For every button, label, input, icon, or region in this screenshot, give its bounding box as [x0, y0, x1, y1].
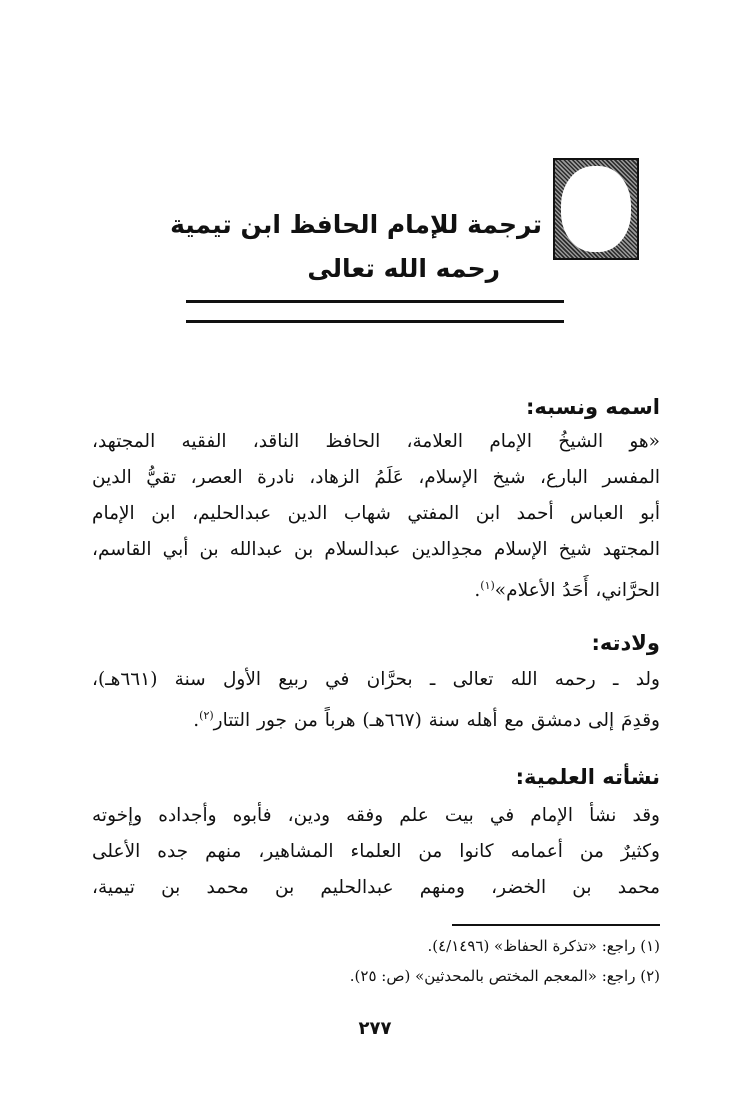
section-body-upbringing	[92, 798, 660, 906]
title-divider-top	[186, 300, 564, 303]
footnote-1: (١) راجع: «تذكرة الحفاظ» (٤/١٤٩٦).	[427, 937, 660, 955]
text-line: المجتهد شيخ الإسلام مجدِالدين عبدالسلام بن عبدالله بن أبي القاسم،	[92, 539, 660, 560]
text-line: وقدِمَ إلى دمشق مع أهله سنة (٦٦٧هـ) هرباً من جور التتار$^{(٢)}$.	[193, 709, 660, 732]
text-line-content: وقدِمَ إلى دمشق مع أهله سنة (٦٦٧هـ) هرباً من جور التتار	[213, 710, 660, 732]
text-line: المفسر البارع، شيخ الإسلام، عَلَمُ الزهاد، نادرة العصر، تقيُّ الدين	[92, 467, 660, 488]
section-body-birth	[92, 662, 660, 739]
section-heading-lineage: اسمه ونسبه:	[526, 395, 660, 419]
chapter-emblem-icon	[553, 158, 639, 260]
text-line: ولد ـ رحمه الله تعالى ـ بحرَّان في ربيع الأول سنة (٦٦١هـ)،	[92, 669, 660, 690]
footnote-ref: (٢)	[199, 709, 214, 722]
page-number: ٢٧٧	[358, 1018, 392, 1039]
chapter-title-line-1: ترجمة للإمام الحافظ ابن تيمية	[170, 210, 542, 239]
footnote-2: (٢) راجع: «المعجم المختص بالمحدثين» (ص: ٢٥).	[349, 967, 660, 985]
emblem-circle	[561, 166, 631, 252]
section-heading-birth: ولادته:	[591, 631, 660, 655]
text-line: أبو العباس أحمد ابن المفتي شهاب الدين عبدالحليم، ابن الإمام	[92, 503, 660, 524]
title-divider-bottom	[186, 320, 564, 323]
section-heading-upbringing: نشأته العلمية:	[515, 765, 660, 789]
text-line: الحرَّاني، أَحَدُ الأعلام»$^{(١)}$.	[474, 579, 660, 602]
chapter-title-line-2: رحمه الله تعالى	[307, 254, 500, 283]
footnote-ref: (١)	[480, 579, 495, 592]
text-line-content: الحرَّاني، أَحَدُ الأعلام»	[494, 580, 660, 602]
section-body-lineage	[92, 424, 660, 609]
text-line: وكثيرٌ من أعمامه كانوا من العلماء المشاهير، منهم جده الأعلى	[92, 841, 660, 862]
text-line: وقد نشأ الإمام في بيت علم وفقه ودين، فأبوه وأجداده وإخوته	[92, 805, 660, 826]
text-line: «هو الشيخُ الإمام العلامة، الحافظ الناقد، الفقيه المجتهد،	[92, 431, 660, 452]
footnote-divider	[452, 924, 660, 926]
text-line: محمد بن الخضر، ومنهم عبدالحليم بن محمد بن تيمية،	[92, 877, 660, 898]
